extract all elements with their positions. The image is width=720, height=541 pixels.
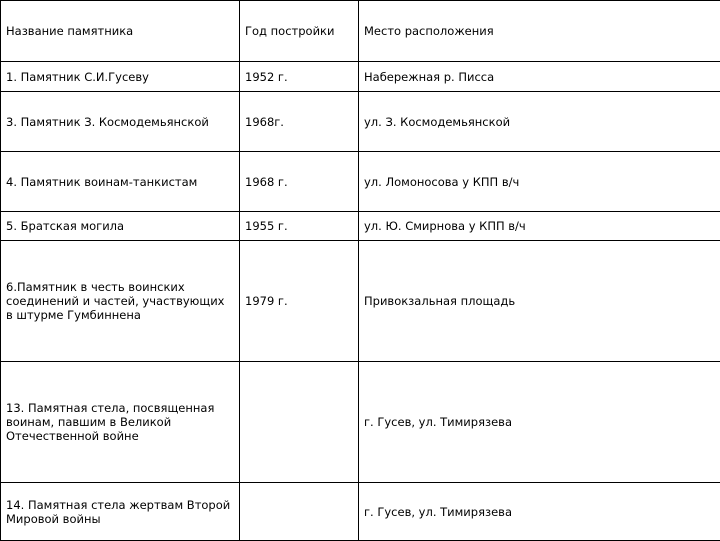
cell-year: 1979 г. xyxy=(240,241,359,362)
cell-location: Привокзальная площадь xyxy=(359,241,720,362)
table-header-row xyxy=(1,1,720,62)
cell-location: г. Гусев, ул. Тимирязева xyxy=(359,483,720,541)
table-row xyxy=(1,241,720,362)
cell-year: 1968 г. xyxy=(240,152,359,212)
table-row xyxy=(1,483,720,541)
cell-name: 14. Памятная стела жертвам Второй Мировой войны xyxy=(1,483,240,541)
cell-name: 1. Памятник С.И.Гусеву xyxy=(1,62,240,92)
cell-name: 5. Братская могила xyxy=(1,212,240,241)
table-row xyxy=(1,362,720,483)
cell-name: 4. Памятник воинам-танкистам xyxy=(1,152,240,212)
cell-location: ул. Ю. Смирнова у КПП в/ч xyxy=(359,212,720,241)
cell-name: 13. Памятная стела, посвященная воинам, павшим в Великой Отечественной войне xyxy=(1,362,240,483)
cell-year: 1955 г. xyxy=(240,212,359,241)
cell-year: 1968г. xyxy=(240,92,359,152)
table-row xyxy=(1,62,720,92)
cell-year: 1952 г. xyxy=(240,62,359,92)
cell-location: ул. З. Космодемьянской xyxy=(359,92,720,152)
table-row xyxy=(1,92,720,152)
cell-year xyxy=(240,362,359,483)
cell-name: 6.Памятник в честь воинских соединений и частей, участвующих в штурме Гумбиннена xyxy=(1,241,240,362)
cell-name: 3. Памятник З. Космодемьянской xyxy=(1,92,240,152)
header-location: Место расположения xyxy=(359,1,720,62)
cell-year xyxy=(240,483,359,541)
cell-location: ул. Ломоносова у КПП в/ч xyxy=(359,152,720,212)
cell-location: г. Гусев, ул. Тимирязева xyxy=(359,362,720,483)
header-year: Год постройки xyxy=(240,1,359,62)
table-row xyxy=(1,152,720,212)
header-name: Название памятника xyxy=(1,1,240,62)
table-row xyxy=(1,212,720,241)
cell-location: Набережная р. Писса xyxy=(359,62,720,92)
